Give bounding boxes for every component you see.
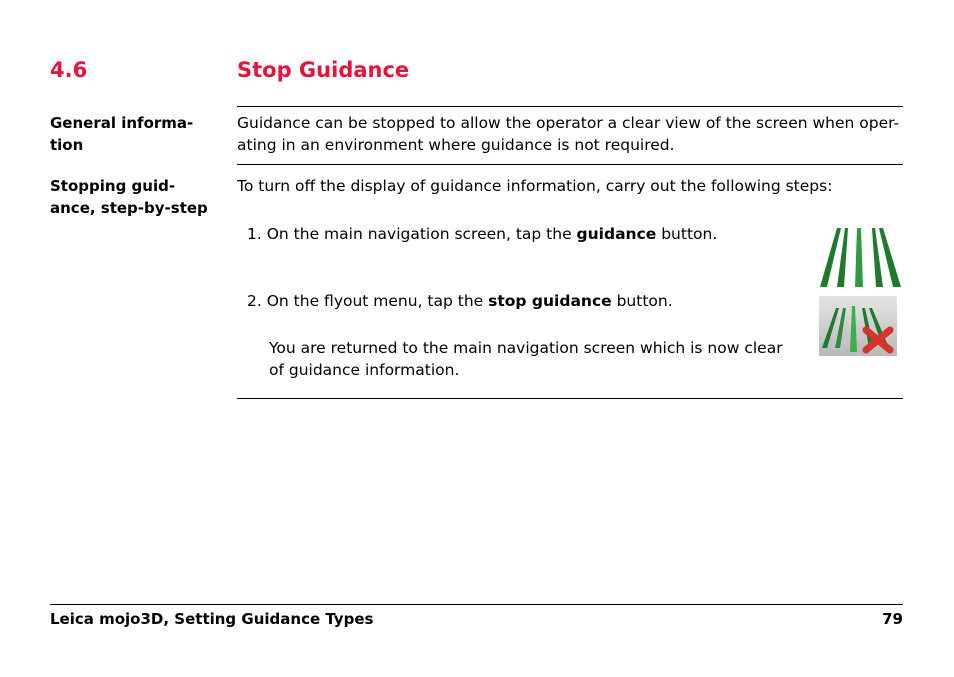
stopping-label-line2: ance, step-by-step <box>50 199 208 217</box>
stopping-intro: To turn off the display of guidance information, carry out the following steps: <box>237 177 833 195</box>
step-2-text: On the flyout menu, tap the stop guidance button. <box>266 292 673 310</box>
general-information-text <box>237 112 907 156</box>
general-information-label <box>50 112 225 156</box>
stopping-label-line1: Stopping guid- <box>50 177 176 195</box>
stop-guidance-icon <box>819 296 897 356</box>
general-text-line2: ating in an environment where guidance is not required. <box>237 136 675 154</box>
divider-bottom <box>237 398 903 399</box>
guidance-icon <box>817 228 903 287</box>
step-1-number: 1. <box>247 225 262 243</box>
page-number: 79 <box>882 610 903 628</box>
footer-divider <box>50 604 903 605</box>
step-result <box>269 337 809 381</box>
footer-title: Leica mojo3D, Setting Guidance Types <box>50 610 374 628</box>
step-2-number: 2. <box>247 292 262 310</box>
result-line1: You are returned to the main navigation screen which is now clear <box>269 339 783 357</box>
general-label-line2: tion <box>50 136 84 154</box>
stopping-guidance-label <box>50 175 225 219</box>
step-1 <box>247 223 717 245</box>
step-2 <box>247 290 673 312</box>
general-text-line1: Guidance can be stopped to allow the operator a clear view of the screen when oper- <box>237 114 900 132</box>
section-number: 4.6 <box>50 58 88 82</box>
divider-middle <box>237 164 903 165</box>
section-title: Stop Guidance <box>237 58 410 82</box>
divider-top <box>237 106 903 107</box>
stop-guidance-button-icon[interactable] <box>819 296 897 356</box>
result-line2: of guidance information. <box>269 361 460 379</box>
guidance-button-icon[interactable] <box>817 228 903 287</box>
general-label-line1: General informa- <box>50 114 194 132</box>
step-1-text: On the main navigation screen, tap the guidance button. <box>266 225 718 243</box>
